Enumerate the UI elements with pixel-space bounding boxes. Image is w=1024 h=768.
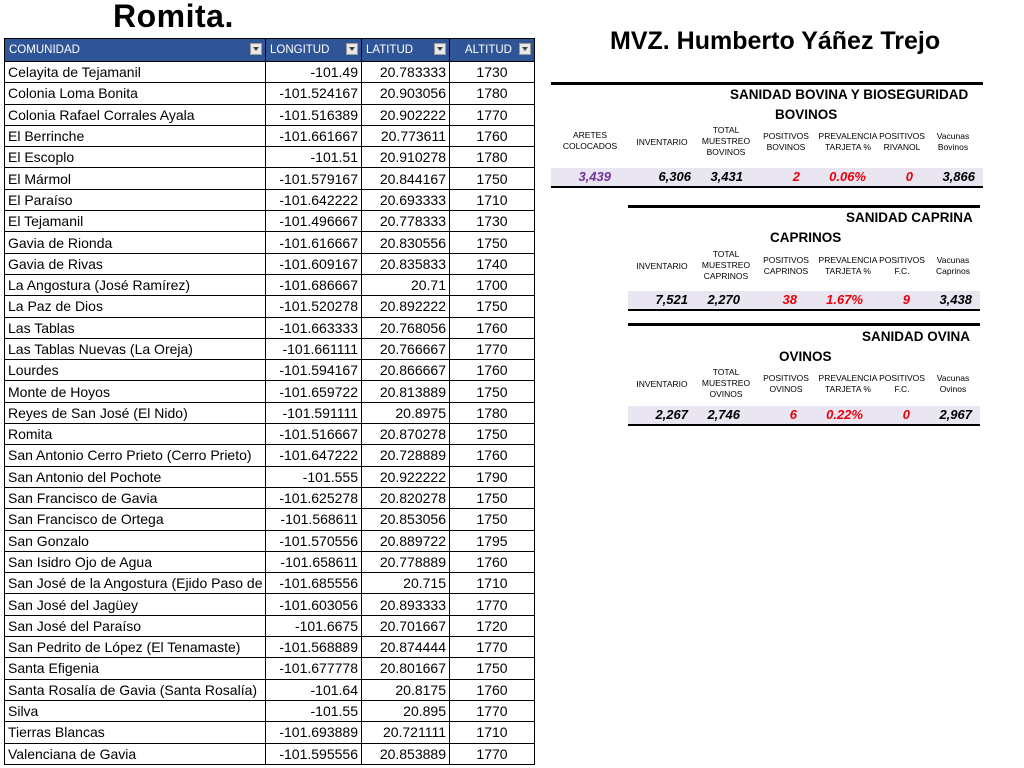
cell-altitud: 1700: [450, 274, 535, 295]
table-row: [5, 487, 535, 508]
cell-latitud: 20.835833: [362, 253, 450, 274]
table-row: [5, 637, 535, 658]
cell-comunidad: San José del Paraíso: [5, 615, 266, 636]
caprinos-header-cell: TOTAL MUESTREO CAPRINOS: [701, 249, 751, 281]
table-row: [5, 700, 535, 721]
cell-longitud: -101.686667: [266, 274, 362, 295]
cell-comunidad: Colonia Rafael Corrales Ayala: [5, 104, 266, 125]
ovinos-values-row: [628, 406, 980, 426]
cell-altitud: 1750: [450, 296, 535, 317]
caprinos-values-row: [628, 291, 980, 311]
cell-longitud: -101.51: [266, 147, 362, 168]
cell-altitud: 1750: [450, 232, 535, 253]
cell-altitud: 1750: [450, 168, 535, 189]
bovinos-value: 6,306: [658, 169, 691, 184]
page-title: Romita.: [113, 0, 234, 34]
ovinos-header-cell: POSITIVOS OVINOS: [763, 373, 809, 394]
bovinos-value: 0: [905, 169, 913, 184]
cell-altitud: 1750: [450, 658, 535, 679]
ovinos-value: 2,267: [655, 407, 688, 422]
cell-comunidad: El Paraíso: [5, 189, 266, 210]
table-row: [5, 125, 535, 146]
cell-longitud: -101.625278: [266, 487, 362, 508]
cell-latitud: 20.783333: [362, 62, 450, 83]
table-row: [5, 658, 535, 679]
cell-latitud: 20.773611: [362, 125, 450, 146]
table-row: [5, 509, 535, 530]
header-label: LONGITUD: [270, 44, 330, 56]
cell-longitud: -101.579167: [266, 168, 362, 189]
cell-altitud: 1760: [450, 360, 535, 381]
caprinos-value: 7,521: [655, 292, 688, 307]
table-row: [5, 615, 535, 636]
cell-latitud: 20.889722: [362, 530, 450, 551]
cell-latitud: 20.922222: [362, 466, 450, 487]
ovinos-value: 6: [789, 407, 797, 422]
cell-altitud: 1760: [450, 125, 535, 146]
cell-latitud: 20.893333: [362, 594, 450, 615]
cell-longitud: -101.516667: [266, 424, 362, 445]
table-row: [5, 253, 535, 274]
bovinos-header-cell: POSITIVOS BOVINOS: [763, 131, 809, 152]
cell-latitud: 20.768056: [362, 317, 450, 338]
section-divider: [628, 323, 980, 326]
ovinos-value: 2,746: [707, 407, 740, 422]
cell-comunidad: San Antonio del Pochote: [5, 466, 266, 487]
cell-longitud: -101.616667: [266, 232, 362, 253]
cell-altitud: 1770: [450, 594, 535, 615]
cell-latitud: 20.813889: [362, 381, 450, 402]
cell-comunidad: Las Tablas: [5, 317, 266, 338]
cell-latitud: 20.895: [362, 700, 450, 721]
cell-comunidad: Tierras Blancas: [5, 722, 266, 743]
caprinos-header-cell: INVENTARIO: [636, 261, 688, 271]
cell-longitud: -101.642222: [266, 189, 362, 210]
table-row: [5, 317, 535, 338]
cell-longitud: -101.594167: [266, 360, 362, 381]
cell-latitud: 20.820278: [362, 487, 450, 508]
cell-altitud: 1760: [450, 317, 535, 338]
cell-longitud: -101.524167: [266, 83, 362, 104]
table-row: [5, 296, 535, 317]
cell-longitud: -101.496667: [266, 211, 362, 232]
cell-comunidad: Santa Rosalía de Gavia (Santa Rosalía): [5, 679, 266, 700]
caprinos-value: 38: [782, 292, 797, 307]
cell-comunidad: El Berrinche: [5, 125, 266, 146]
author-name: MVZ. Humberto Yáñez Trejo: [610, 27, 941, 55]
cell-latitud: 20.778889: [362, 551, 450, 572]
caprinos-header-cell: Vacunas Caprinos: [935, 255, 971, 276]
caprinos-value: 9: [902, 292, 910, 307]
bovinos-value: 2: [792, 169, 800, 184]
table-header-row: [5, 39, 535, 62]
header-altitud: [450, 39, 535, 62]
cell-altitud: 1750: [450, 509, 535, 530]
bovinos-header-cell: INVENTARIO: [636, 137, 688, 147]
bovinos-value: 3,439: [578, 169, 611, 184]
cell-latitud: 20.8975: [362, 402, 450, 423]
cell-altitud: 1770: [450, 743, 535, 764]
cell-altitud: 1770: [450, 338, 535, 359]
cell-altitud: 1780: [450, 83, 535, 104]
communities-table: [4, 38, 535, 765]
ovinos-value: 0: [902, 407, 910, 422]
table-row: [5, 338, 535, 359]
caprinos-header-cell: POSITIVOS F.C.: [879, 255, 925, 276]
bovinos-value: 0.06%: [829, 169, 866, 184]
cell-altitud: 1720: [450, 615, 535, 636]
cell-latitud: 20.874444: [362, 637, 450, 658]
cell-latitud: 20.902222: [362, 104, 450, 125]
cell-latitud: 20.892222: [362, 296, 450, 317]
cell-comunidad: La Angostura (José Ramírez): [5, 274, 266, 295]
cell-comunidad: San Francisco de Gavia: [5, 487, 266, 508]
table-row: [5, 83, 535, 104]
bovinos-header-cell: TOTAL MUESTREO BOVINOS: [701, 125, 751, 157]
cell-comunidad: Gavia de Rivas: [5, 253, 266, 274]
cell-comunidad: Silva: [5, 700, 266, 721]
table-row: [5, 168, 535, 189]
cell-altitud: 1760: [450, 445, 535, 466]
cell-comunidad: Valenciana de Gavia: [5, 743, 266, 764]
bovinos-value: 3,431: [710, 169, 743, 184]
cell-comunidad: Reyes de San José (El Nido): [5, 402, 266, 423]
cell-latitud: 20.870278: [362, 424, 450, 445]
table-row: [5, 104, 535, 125]
cell-longitud: -101.658611: [266, 551, 362, 572]
cell-longitud: -101.55: [266, 700, 362, 721]
cell-longitud: -101.661667: [266, 125, 362, 146]
cell-latitud: 20.715: [362, 573, 450, 594]
cell-comunidad: San José del Jagüey: [5, 594, 266, 615]
cell-altitud: 1795: [450, 530, 535, 551]
cell-longitud: -101.568889: [266, 637, 362, 658]
table-row: [5, 402, 535, 423]
filter-dropdown-icon[interactable]: [519, 43, 531, 55]
cell-longitud: -101.516389: [266, 104, 362, 125]
cell-comunidad: San Pedrito de López (El Tenamaste): [5, 637, 266, 658]
cell-longitud: -101.49: [266, 62, 362, 83]
cell-comunidad: San Gonzalo: [5, 530, 266, 551]
bovinos-values-row: [551, 168, 983, 188]
table-row: [5, 466, 535, 487]
cell-comunidad: El Mármol: [5, 168, 266, 189]
cell-comunidad: Romita: [5, 424, 266, 445]
cell-comunidad: La Paz de Dios: [5, 296, 266, 317]
cell-altitud: 1780: [450, 147, 535, 168]
cell-altitud: 1750: [450, 424, 535, 445]
table-row: [5, 424, 535, 445]
cell-latitud: 20.844167: [362, 168, 450, 189]
cell-latitud: 20.701667: [362, 615, 450, 636]
cell-longitud: -101.595556: [266, 743, 362, 764]
header-label: ALTITUD: [464, 44, 512, 56]
cell-latitud: 20.801667: [362, 658, 450, 679]
cell-altitud: 1770: [450, 637, 535, 658]
cell-altitud: 1740: [450, 253, 535, 274]
cell-longitud: -101.520278: [266, 296, 362, 317]
table-row: [5, 573, 535, 594]
cell-latitud: 20.853056: [362, 509, 450, 530]
cell-comunidad: San Isidro Ojo de Agua: [5, 551, 266, 572]
ovinos-header-cell: INVENTARIO: [636, 379, 688, 389]
header-longitud: [266, 39, 362, 62]
cell-altitud: 1780: [450, 402, 535, 423]
table-row: [5, 594, 535, 615]
caprinos-section-title: SANIDAD CAPRINA: [846, 210, 973, 225]
table-row: [5, 360, 535, 381]
section-divider: [628, 205, 980, 208]
cell-altitud: 1730: [450, 62, 535, 83]
ovinos-section-title: SANIDAD OVINA: [862, 329, 971, 344]
bovinos-header-cell: Vacunas Bovinos: [936, 131, 970, 152]
ovinos-header-cell: POSITIVOS F.C.: [879, 373, 925, 394]
cell-altitud: 1750: [450, 487, 535, 508]
caprinos-section-subtitle: CAPRINOS: [770, 230, 842, 245]
caprinos-value: 1.67%: [826, 292, 863, 307]
cell-comunidad: San Antonio Cerro Prieto (Cerro Prieto): [5, 445, 266, 466]
cell-altitud: 1730: [450, 211, 535, 232]
cell-longitud: -101.677778: [266, 658, 362, 679]
cell-latitud: 20.830556: [362, 232, 450, 253]
cell-latitud: 20.766667: [362, 338, 450, 359]
bovinos-value: 3,866: [942, 169, 975, 184]
ovinos-section-subtitle: OVINOS: [779, 349, 832, 364]
cell-longitud: -101.6675: [266, 615, 362, 636]
table-row: [5, 211, 535, 232]
bovinos-section-title: SANIDAD BOVINA Y BIOSEGURIDAD: [730, 87, 969, 102]
cell-longitud: -101.603056: [266, 594, 362, 615]
cell-comunidad: Colonia Loma Bonita: [5, 83, 266, 104]
ovinos-value: 0.22%: [826, 407, 863, 422]
ovinos-header-cell: PREVALENCIA TARJETA %: [818, 373, 878, 394]
header-label: LATITUD: [366, 44, 414, 56]
caprinos-header-cell: POSITIVOS CAPRINOS: [763, 255, 809, 276]
cell-comunidad: Gavia de Rionda: [5, 232, 266, 253]
cell-latitud: 20.71: [362, 274, 450, 295]
table-row: [5, 147, 535, 168]
cell-altitud: 1710: [450, 722, 535, 743]
cell-longitud: -101.663333: [266, 317, 362, 338]
cell-longitud: -101.609167: [266, 253, 362, 274]
cell-longitud: -101.555: [266, 466, 362, 487]
filter-dropdown-icon[interactable]: [434, 43, 446, 55]
filter-dropdown-icon[interactable]: [250, 43, 262, 55]
cell-latitud: 20.693333: [362, 189, 450, 210]
ovinos-header-cell: Vacunas Ovinos: [936, 373, 970, 394]
bovinos-header-cell: ARETES COLOCADOS: [562, 130, 618, 151]
cell-comunidad: San José de la Angostura (Ejido Paso de: [5, 573, 266, 594]
table-row: [5, 445, 535, 466]
cell-altitud: 1770: [450, 104, 535, 125]
bovinos-header-cell: POSITIVOS RIVANOL: [879, 131, 925, 152]
cell-comunidad: Celayita de Tejamanil: [5, 62, 266, 83]
cell-comunidad: Monte de Hoyos: [5, 381, 266, 402]
table-row: [5, 381, 535, 402]
table-row: [5, 189, 535, 210]
caprinos-value: 2,270: [707, 292, 740, 307]
table-row: [5, 62, 535, 83]
cell-comunidad: Santa Efigenia: [5, 658, 266, 679]
cell-altitud: 1710: [450, 573, 535, 594]
bovinos-section-subtitle: BOVINOS: [775, 107, 838, 122]
cell-longitud: -101.685556: [266, 573, 362, 594]
caprinos-header-cell: PREVALENCIA TARJETA %: [818, 255, 878, 276]
table-row: [5, 551, 535, 572]
cell-altitud: 1790: [450, 466, 535, 487]
cell-latitud: 20.721111: [362, 722, 450, 743]
section-divider: [551, 82, 983, 85]
cell-longitud: -101.659722: [266, 381, 362, 402]
cell-latitud: 20.903056: [362, 83, 450, 104]
cell-comunidad: Lourdes: [5, 360, 266, 381]
cell-altitud: 1750: [450, 381, 535, 402]
cell-latitud: 20.853889: [362, 743, 450, 764]
ovinos-header-cell: TOTAL MUESTREO OVINOS: [701, 367, 751, 399]
table-row: [5, 232, 535, 253]
header-label: COMUNIDAD: [9, 44, 80, 56]
cell-latitud: 20.778333: [362, 211, 450, 232]
filter-dropdown-icon[interactable]: [346, 43, 358, 55]
cell-altitud: 1760: [450, 679, 535, 700]
bovinos-header-cell: PREVALENCIA TARJETA %: [818, 131, 878, 152]
cell-longitud: -101.568611: [266, 509, 362, 530]
cell-altitud: 1770: [450, 700, 535, 721]
table-row: [5, 274, 535, 295]
ovinos-value: 2,967: [939, 407, 972, 422]
table-row: [5, 743, 535, 764]
table-row: [5, 722, 535, 743]
cell-latitud: 20.866667: [362, 360, 450, 381]
cell-comunidad: San Francisco de Ortega: [5, 509, 266, 530]
cell-latitud: 20.728889: [362, 445, 450, 466]
cell-latitud: 20.910278: [362, 147, 450, 168]
cell-longitud: -101.693889: [266, 722, 362, 743]
cell-comunidad: El Tejamanil: [5, 211, 266, 232]
cell-longitud: -101.570556: [266, 530, 362, 551]
cell-longitud: -101.647222: [266, 445, 362, 466]
header-latitud: [362, 39, 450, 62]
cell-longitud: -101.64: [266, 679, 362, 700]
table-row: [5, 530, 535, 551]
cell-longitud: -101.661111: [266, 338, 362, 359]
table-row: [5, 679, 535, 700]
cell-longitud: -101.591111: [266, 402, 362, 423]
caprinos-value: 3,438: [939, 292, 972, 307]
cell-altitud: 1760: [450, 551, 535, 572]
header-comunidad: [5, 39, 266, 62]
cell-latitud: 20.8175: [362, 679, 450, 700]
cell-comunidad: El Escoplo: [5, 147, 266, 168]
cell-altitud: 1710: [450, 189, 535, 210]
cell-comunidad: Las Tablas Nuevas (La Oreja): [5, 338, 266, 359]
